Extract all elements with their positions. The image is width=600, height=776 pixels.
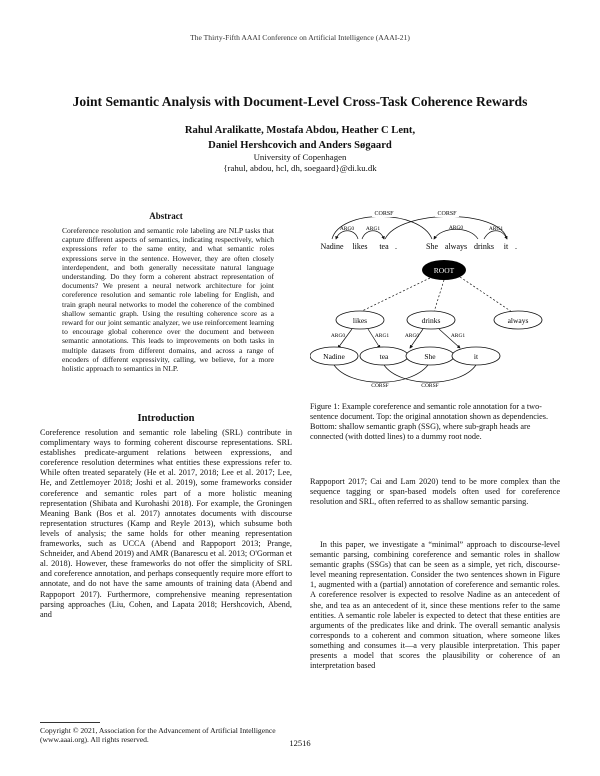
token-9: . xyxy=(515,242,517,251)
token-5: She xyxy=(426,242,438,251)
edge-label-arg1-1: ARG1 xyxy=(374,333,390,339)
head-label-always: always xyxy=(507,316,529,325)
footnote-rule xyxy=(40,722,100,723)
root-edge-likes xyxy=(360,278,430,312)
affiliation-block xyxy=(0,152,600,174)
token-7: drinks xyxy=(474,242,494,251)
head-label-likes: likes xyxy=(352,316,368,325)
arg0-label-1: ARG0 xyxy=(339,226,355,232)
token-8: it xyxy=(503,242,509,251)
figure-caption: Figure 1: Example coreference and semantic role annotation for a two-sentence document. Top: the original annotation shown as dependencies. Bottom: shallow semantic graph (SSG), where sub-graph heads are connected (with dotted lines) to a dummy root node. xyxy=(310,402,549,442)
conference-header: The Thirty-Fifth AAAI Conference on Artificial Intelligence (AAAI-21) xyxy=(190,33,410,42)
author-list xyxy=(0,123,600,153)
page-number: 12516 xyxy=(289,738,311,748)
right-column-paragraph-2: In this paper, we investigate a “minimal” approach to discourse-level semantic parsing, combining coreference and semantic roles in shallow semantic graphs (SSGs) that can be seen as a simple, yet rich, discourse-level meaning representation. Consider the two sentences shown in Figure 1, augmented with a (partial) annotation of coreference and semantic roles. A coreference resolver is expected to resolve Nadine as an antecedent of she, and tea as an antecedent of it, since these mentions refer to the same entities. A semantic role labeler is expected to detect that these entities are arguments of the predicates like and drink. The overall semantic analysis corresponds to a coherent and common situation, where someone likes something and consumes it—a very plausible interpretation. This paper presents a model that scores the plausibility or coherence of an interpretation based xyxy=(310,540,560,671)
edge-label-arg1-2: ARG1 xyxy=(450,333,466,339)
arg0-label-2: ARG0 xyxy=(448,225,464,231)
graph-coref-arc-1 xyxy=(334,365,428,382)
affiliation: University of Copenhagen xyxy=(253,152,347,162)
figure-1 xyxy=(310,206,560,396)
graph-coref-label-1: CORSF xyxy=(371,383,389,389)
root-edge-drinks xyxy=(434,280,444,312)
edge-label-arg0-1: ARG0 xyxy=(330,333,346,339)
figure-1-diagram xyxy=(310,206,560,396)
token-1: Nadine xyxy=(320,242,344,251)
arg-label-she: She xyxy=(424,352,436,361)
token-3: tea xyxy=(379,242,389,251)
introduction-heading: Introduction xyxy=(137,413,195,424)
authors-line-2: Daniel Hershcovich and Anders Søgaard xyxy=(208,140,392,151)
coref-arc-label-1: CORSF xyxy=(374,211,394,217)
graph-coref-arc-2 xyxy=(384,365,476,382)
root-label: ROOT xyxy=(433,266,455,275)
edge-label-arg0-2: ARG0 xyxy=(404,333,420,339)
token-6: always xyxy=(444,242,468,251)
arg-label-tea: tea xyxy=(379,352,389,361)
root-edge-always xyxy=(460,277,515,314)
arg-label-nadine: Nadine xyxy=(323,352,345,361)
token-2: likes xyxy=(352,242,368,251)
arg1-label-1: ARG1 xyxy=(365,226,381,232)
email-addresses: {rahul, abdou, hcl, dh, soegaard}@di.ku.dk xyxy=(223,163,377,173)
head-label-drinks: drinks xyxy=(421,316,441,325)
arg-label-it: it xyxy=(473,352,479,361)
paper-title: Joint Semantic Analysis with Document-Level Cross-Task Coherence Rewards xyxy=(72,94,528,109)
token-4: . xyxy=(395,242,397,251)
abstract-heading: Abstract xyxy=(149,211,183,221)
copyright-notice: Copyright © 2021, Association for the Advancement of Artificial Intelligence (www.aaai.org). All rights reserved. xyxy=(40,726,276,744)
arg1-label-2: ARG1 xyxy=(488,226,504,232)
graph-coref-label-2: CORSF xyxy=(421,383,439,389)
right-column-paragraph-1: Rappoport 2017; Cai and Lam 2020) tend to be more complex than the sequence tagging or span-based models often used for coreference resolution and SRL, often referred to as shallow semantic parsing. xyxy=(310,477,560,507)
abstract-text: Coreference resolution and semantic role labeling are NLP tasks that capture different aspects of semantics, indicating respectively, which expressions refer to the same entity, and what semantic roles expressions serve in the sentence. However, they are often closely interdependent, and both generally necessitate natural language understanding. Do they form a coherent abstract representation of documents? We present a neural network architecture for joint coreference resolution and semantic role labeling for English, and train graph neural networks to model the coherence of the combined shallow semantic graph. Using the resulting coherence score as a reward for our joint semantic analyzer, we use reinforcement learning to encourage global coherence over the document and between semantic annotations. This leads to improvements on both tasks in multiple datasets from different domains, and across a range of encoders of different expressivity, calling, we believe, for a more holistic approach to semantics in NLP. xyxy=(62,226,274,374)
introduction-text: Coreference resolution and semantic role labeling (SRL) contribute in complimentary ways to forming coherent discourse representations. SRL establishes predicate-argument relations between expressions, and coreference resolution determines what entities these expressions refer to. While often treated separately (He et al. 2017, 2018; Lee et al. 2017; Lee, He, and Zettlemoyer 2018; Joshi et al. 2019), some frameworks consider coreference and semantic roles part of a more holistic meaning representation (Shibata and Kurohashi 2018). For example, the Groningen Meaning Bank (Bos et al. 2017) annotates documents with discourse representation structures (Kamp and Reyle 2013), which subsume both levels of analysis; the same holds for other meaning representation frameworks, such as UCCA (Abend and Rappoport 2013; Prange, Schneider, and Abend 2019) and AMR (Banarescu et al. 2013; O'Gorman et al. 2018). However, these frameworks do not offer the simplicity of SRL and coreference annotation, and perhaps consequently require more effort to annotate, and do not have the same amounts of training data (Abend and Rappoport 2017). Furthermore, comprehensive meaning representation parsing approaches (Liu, Cohen, and Lapata 2018; Hershcovich, Abend, and xyxy=(40,428,292,619)
authors-line-1: Rahul Aralikatte, Mostafa Abdou, Heather C Lent, xyxy=(184,125,416,136)
coref-arc-label-2: CORSF xyxy=(437,211,457,217)
